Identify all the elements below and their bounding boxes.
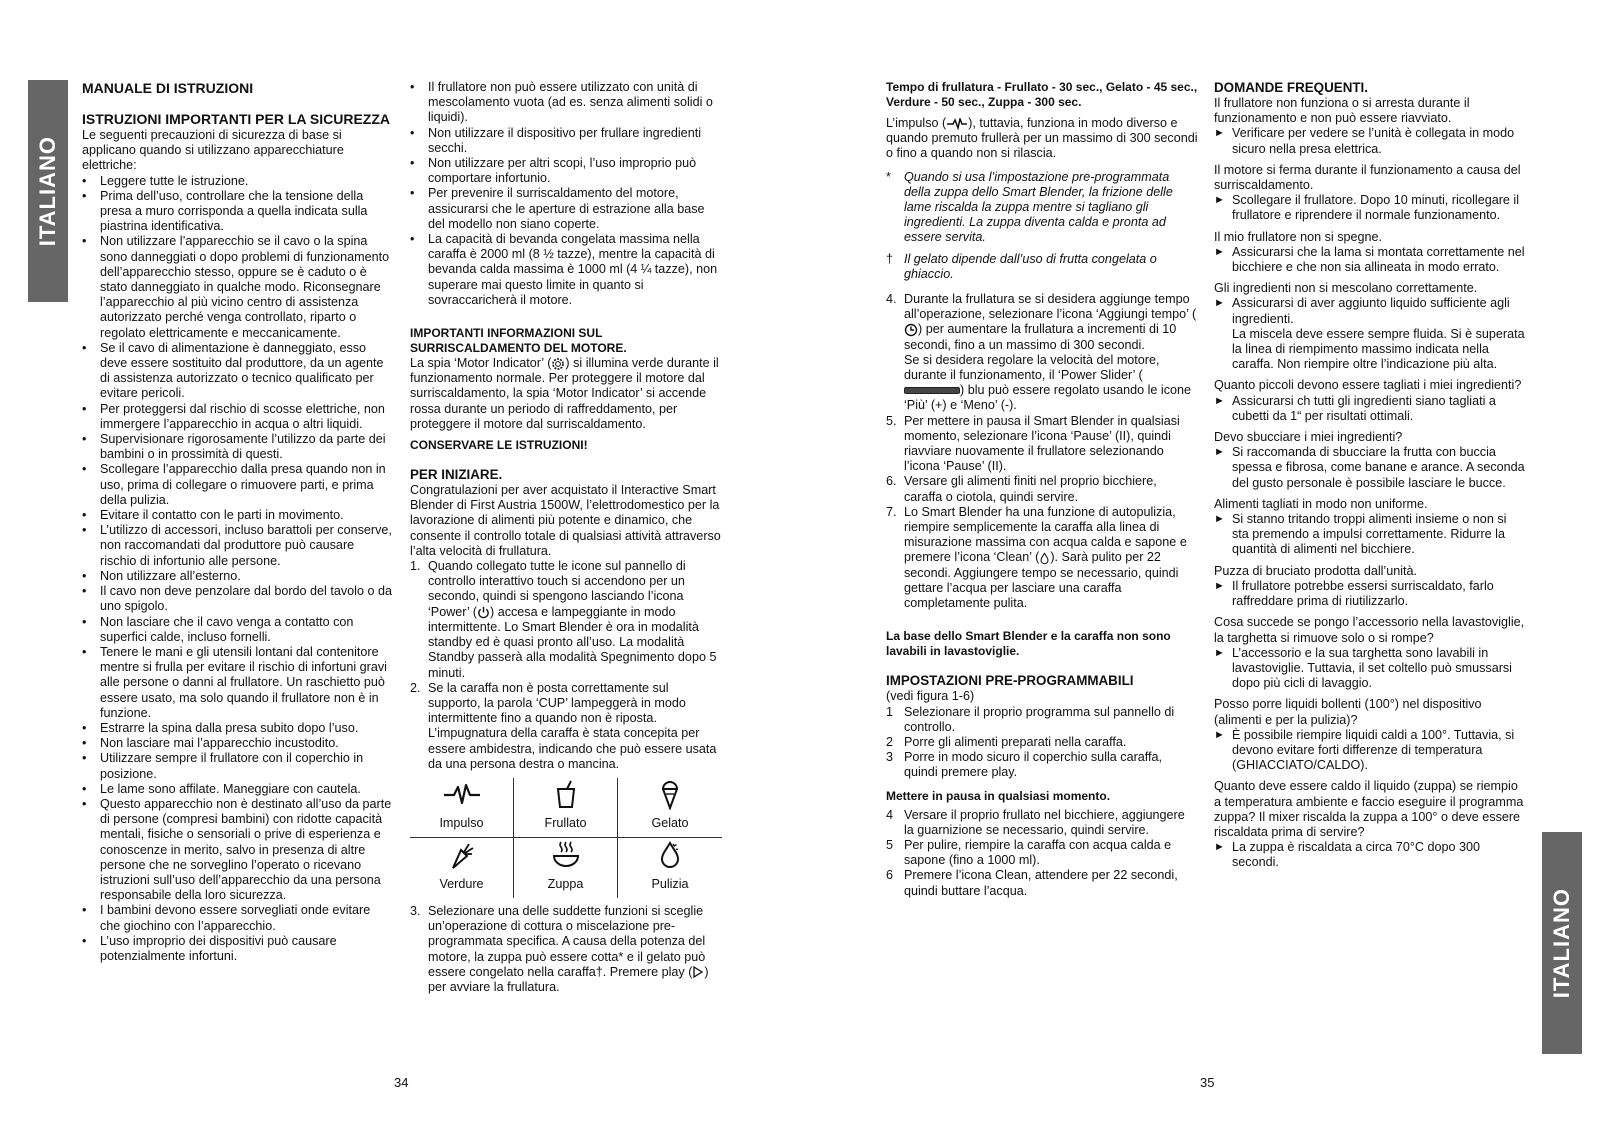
faq-answer-text: Verificare per vedere se l’unità è collegata in modo sicuro nella presa elettrica.	[1232, 126, 1515, 156]
column-safety	[82, 80, 394, 964]
list-item: • Il frullatore non può essere utilizzato con unità di mescolamento vuota (ad es. senza alimenti solidi o liquidi).	[410, 80, 722, 126]
icecream-note: † Il gelato dipende dall’uso di frutta congelata o ghiaccio.	[886, 251, 1157, 281]
faq-item	[1214, 779, 1526, 870]
faq-answer	[1214, 296, 1526, 326]
faq-item	[1214, 378, 1526, 424]
list-item: • Estrarre la spina dalla presa subito dopo l’uso.	[82, 721, 394, 736]
list-item: 4. Durante la frullatura se si desidera aggiunge tempo all’operazione, selezionare l’icona ‘Aggiungi tempo’ () per aumentare la frullatura a incrementi di 10 secondi, fino a un massimo di 300 secondi. Se si desidera regolare la velocità del motore, durante il funzionamento, il ‘Power Slider’ () blu può essere regolato usando le icone ‘Più’ (+) e ‘Meno’ (-).	[886, 292, 1197, 413]
list-item: • Supervisionare rigorosamente l’utilizzo da parte dei bambini o in prossimità di questi.	[82, 432, 394, 462]
list-item: 7. Lo Smart Blender ha una funzione di autopulizia, riempire semplicemente la caraffa alla linea di misurazione massima con acqua calda e sapone e premere l’icona ‘Clean’ ( ). Sarà pulito per 22 secondi. Aggiungere tempo se necessario, quindi gettare l’acqua per lasciare una caraffa completamente pulita.	[886, 504, 1187, 611]
arrow-icon: ►	[1214, 728, 1225, 741]
list-item: • Se il cavo di alimentazione è danneggiato, esso deve essere sostituito dal produttore, da un agente di assistenza autorizzato o tecnico qualificato per evitare pericoli.	[82, 341, 394, 402]
pulse-text: L’impulso ( ), tuttavia, funziona in modo diverso e quando premuto frullerà per un massimo di 300 secondi o fino a quando non si rilascia.	[886, 116, 1198, 161]
list-item	[886, 868, 1198, 898]
preset-subtitle: (vedi figura 1-6)	[886, 689, 975, 704]
faq-answer-text: Il frullatore potrebbe essersi surriscaldato, farlo raffreddare prima di riutilizzarlo.	[1232, 578, 1494, 609]
faq-question: Il mio frullatore non si spegne.	[1214, 229, 1383, 244]
faq-answer-text: Si stanno tritando troppi alimenti insieme o non si sta premendo a impulsi correttamente. Ridurre la quantità di alimenti nel bicchiere.	[1232, 512, 1507, 557]
motor-text: La spia ‘Motor Indicator’ ( ) si illumina verde durante il funzionamento normale. Per proteggere il motore dal surriscaldamento, la spia ‘Motor Indicator’ si accende rossa durante un periodo di raffreddamento, per proteggere il motore dal surriscaldamento.	[410, 356, 719, 431]
list-item: • Le lame sono affilate. Maneggiare con cautela.	[82, 782, 394, 797]
safety-heading: ISTRUZIONI IMPORTANTI PER LA SICUREZZA	[82, 111, 390, 127]
page-number-left: 34	[394, 1075, 409, 1090]
power-slider-icon	[904, 387, 960, 394]
list-item	[886, 705, 1198, 735]
list-item: • Questo apparecchio non è destinato all’uso da parte di persone (compresi bambini) con ridotte capacità mentali, fisiche o sensoriali o prive di esperienza e conoscenze in merito, salvo in presenza di altre persone che ne sorveglino l’operato o ricevano istruzioni sull’uso dell’apparecchio da una persona responsabile della loro sicurezza.	[82, 797, 394, 903]
clean-drop-icon	[1039, 552, 1050, 565]
faq-answer	[1214, 394, 1526, 424]
faq-answer-text: Si raccomanda di sbucciare la frutta con buccia spessa e fibrosa, come banane e arance. A seconda del gusto personale è possibile lasciare le bucce.	[1232, 445, 1525, 490]
faq-question: Quanto piccoli devono essere tagliati i miei ingredienti?	[1214, 378, 1522, 393]
safety-list-continued	[410, 80, 722, 308]
arrow-icon: ►	[1214, 513, 1225, 526]
faq-answer-text: È possibile riempire liquidi caldi a 100°. Tuttavia, si devono evitare forti differenze di temperatura (GHIACCIATO/CALDO).	[1232, 727, 1515, 773]
faq-item	[1214, 564, 1526, 610]
faq-answer	[1214, 646, 1526, 692]
faq-question: Alimenti tagliati in modo non uniforme.	[1214, 496, 1428, 511]
list-item: • Tenere le mani e gli utensili lontani dal contenitore mentre si frulla per evitare il rischio di infortuni gravi alle persone o danni al frullatore. Un raschietto può essere usato, ma solo quando il frullatore non è in funzione.	[82, 645, 394, 721]
list-item: 5. Per mettere in pausa il Smart Blender in qualsiasi momento, selezionare l’icona ‘Pause’ (II), quindi riavviare nuovamente il frullatore selezionando l’icona ‘Pause’ (II).	[886, 413, 1180, 474]
language-tab-label: ITALIANO	[1549, 887, 1574, 999]
arrow-icon: ►	[1214, 446, 1225, 459]
faq-answer-text: Assicurarsi ch tutti gli ingredienti siano tagliati a cubetti da 1“ per risultati ottimali.	[1232, 393, 1496, 423]
pulse-icon	[946, 118, 968, 130]
list-item: • I bambini devono essere sorvegliati onde evitare che giochino con l’apparecchio.	[82, 903, 394, 933]
play-icon	[692, 966, 704, 978]
faq-question: Cosa succede se pongo l’accessorio nella lavastoviglie, la targhetta si rimuove solo o si rompe?	[1214, 615, 1525, 645]
language-tab-left	[28, 80, 68, 302]
list-item: • Non lasciare mai l’apparecchio incustodito.	[82, 736, 394, 751]
faq-answer	[1214, 193, 1526, 223]
safety-intro: Le seguenti precauzioni di sicurezza di base si applicano quando si utilizzano apparecchiature elettriche:	[82, 128, 344, 173]
faq-answer	[1214, 245, 1526, 275]
function-smoothie: Frullato	[514, 778, 618, 838]
preset-heading: IMPOSTAZIONI PRE-PROGRAMMABILI	[886, 673, 1134, 689]
step-number: 6	[886, 868, 894, 883]
faq-item	[1214, 281, 1526, 372]
language-tab-label: ITALIANO	[35, 135, 60, 247]
smoothie-cup-icon	[554, 779, 578, 809]
pulse-icon	[442, 781, 482, 807]
list-item: 6. Versare gli alimenti finiti nel proprio bicchiere, caraffa o ciotola, quindi servire.	[886, 474, 1157, 504]
function-pulse: Impulso	[410, 778, 514, 838]
list-item: • Il cavo non deve penzolare dal bordo del tavolo o da uno spigolo.	[82, 584, 394, 614]
faq-question: Posso porre liquidi bollenti (100°) nel dispositivo (alimenti e per la pulizia)?	[1214, 697, 1482, 727]
column-getting-started	[410, 80, 722, 995]
faq-list	[1214, 96, 1526, 871]
list-item: • Non utilizzare per altri scopi, l’uso improprio può comportare infortunio.	[410, 156, 722, 186]
list-item: • Utilizzare sempre il frullatore con il coperchio in posizione.	[82, 751, 394, 781]
column-faq	[1214, 80, 1526, 871]
arrow-icon: ►	[1214, 245, 1225, 258]
arrow-icon: ►	[1214, 297, 1225, 310]
function-soup: Zuppa	[514, 838, 618, 898]
safety-list	[82, 174, 394, 965]
step-number: 5	[886, 837, 894, 852]
list-item: • L’uso improprio dei dispositivi può causare potenzialmente infortuni.	[82, 934, 394, 964]
step-text: Premere l’icona Clean, attendere per 22 secondi, quindi buttare l’acqua.	[904, 868, 1178, 898]
pause-steps	[886, 808, 1198, 899]
function-icecream: Gelato	[618, 778, 722, 838]
faq-answer-text: La zuppa è riscaldata a circa 70°C dopo 300 secondi.	[1232, 840, 1480, 870]
clean-drop-icon	[659, 840, 681, 870]
gear-icon	[551, 357, 565, 371]
list-item: • La capacità di bevanda congelata massima nella caraffa è 2000 ml (8 ½ tazze), mentre la capacità di bevanda calda massima è 1000 ml (4 ¼ tazze), non superare mai questo limite in quanto si sovraccaricherà il motore.	[410, 232, 722, 308]
faq-item	[1214, 497, 1526, 558]
faq-answer-text: Assicurarsi che la lama si montata correttamente nel bicchiere e che non sia allineata in modo errato.	[1232, 244, 1525, 275]
faq-answer	[1214, 840, 1526, 870]
faq-item	[1214, 96, 1526, 157]
function-icon-grid	[410, 778, 722, 898]
step-text: Per pulire, riempire la caraffa con acqua calda e sapone (fino a 1000 ml).	[904, 837, 1172, 868]
list-item: • Non lasciare che il cavo venga a contatto con superfici calde, incluso fornelli.	[82, 615, 394, 645]
list-item: • Scollegare l’apparecchio dalla presa quando non in uso, prima di collegare o rimuovere parti, e prima della pulizia.	[82, 462, 394, 508]
list-item	[886, 750, 1198, 780]
page-number-right: 35	[1200, 1075, 1215, 1090]
start-steps-continued	[410, 904, 722, 995]
arrow-icon: ►	[1214, 394, 1225, 407]
faq-question: Il frullatore non funziona o si arresta durante il funzionamento e non può essere riavviato.	[1214, 96, 1470, 126]
faq-answer-text: Assicurarsi di aver aggiunto liquido sufficiente agli ingredienti.	[1232, 296, 1510, 326]
list-item: • Non utilizzare l’apparecchio se il cavo o la spina sono danneggiati o dopo problemi di funzionamento dell’apparecchio stesso, oppure se è caduto o è stato danneggiato in qualche modo. Riconsegnare l’apparecchio al più vicino centro di assistenza autorizzato perché venga controllato, riparto o regolato elettricamente e meccanicamente.	[82, 234, 394, 340]
power-icon	[477, 606, 490, 619]
arrow-icon: ►	[1214, 841, 1225, 854]
faq-answer-extra: La miscela deve essere sempre fluida. Si è superata la linea di riempimento massimo indicata nella caraffa. Non riempire oltre l’indicazione più alta.	[1232, 326, 1525, 372]
list-item: • Leggere tutte le istruzione.	[82, 174, 394, 189]
list-item	[886, 838, 1198, 868]
faq-question: Puzza di bruciato prodotta dall’unità.	[1214, 563, 1418, 578]
start-heading: PER INIZIARE.	[410, 467, 503, 483]
function-vegetables: Verdure	[410, 838, 514, 898]
manual-title: MANUALE DI ISTRUZIONI	[82, 80, 254, 96]
faq-question: Il motore si ferma durante il funzionamento a causa del surriscaldamento.	[1214, 162, 1521, 193]
list-item: 2. Se la caraffa non è posta correttamente sul supporto, la parola ‘CUP’ lampeggerà in modo intermittente fino a quando non è riposta. L’impugnatura della caraffa è stata concepita per essere ambidestra, indicando che può essere usata da una persona destra o mancina.	[410, 680, 717, 771]
arrow-icon: ►	[1214, 579, 1225, 592]
list-item	[886, 808, 1198, 838]
keep-instructions: CONSERVARE LE ISTRUZIONI!	[410, 438, 588, 453]
faq-answer-text: L’accessorio e la sua targhetta sono lavabili in lavastoviglie. Tuttavia, il set coltello può smussarsi dopo più cicli di lavaggio.	[1232, 645, 1512, 691]
list-item: • Per prevenire il surriscaldamento del motore, assicurarsi che le aperture di estrazione alla base del modello non siano coperte.	[410, 186, 722, 232]
carrot-icon	[449, 840, 475, 870]
faq-answer	[1214, 512, 1526, 558]
arrow-icon: ►	[1214, 194, 1225, 207]
ice-cream-icon	[660, 778, 680, 810]
list-item: • Per proteggersi dal rischio di scosse elettriche, non immergere l’apparecchio in acqua o altri liquidi.	[82, 402, 394, 432]
step-text: Selezionare il proprio programma sul pannello di controllo.	[904, 704, 1175, 734]
faq-heading: DOMANDE FREQUENTI.	[1214, 80, 1368, 95]
faq-answer-text: Scollegare il frullatore. Dopo 10 minuti, ricollegare il frullatore e riprendere il normale funzionamento.	[1232, 193, 1519, 223]
list-item	[886, 735, 1198, 750]
step-number: 2	[886, 734, 894, 749]
faq-item	[1214, 697, 1526, 773]
faq-item	[1214, 163, 1526, 224]
blending-times: Tempo di frullatura - Frullato - 30 sec., Gelato - 45 sec., Verdure - 50 sec., Zuppa - 300 sec.	[886, 80, 1198, 109]
arrow-icon: ►	[1214, 646, 1225, 659]
preset-steps	[886, 705, 1198, 781]
soup-bowl-icon	[551, 840, 581, 870]
step-number: 4	[886, 807, 894, 822]
faq-question: Devo sbucciare i miei ingredienti?	[1214, 430, 1403, 445]
list-item: • L’utilizzo di accessori, incluso barattoli per conserve, non raccomandati dal produttore può causare rischio di infortunio alle persone.	[82, 523, 394, 569]
step-number: 3	[886, 750, 894, 765]
faq-answer	[1214, 126, 1526, 156]
faq-answer	[1214, 579, 1526, 609]
start-steps	[410, 559, 722, 772]
list-item: 1. Quando collegato tutte le icone sul pannello di controllo interattivo touch si accendono per un secondo, quindi si spengono lasciando l’icona ‘Power’ ( ) accesa e lampeggiante in modo intermittente. Lo Smart Blender è ora in modalità standby ed è quasi pronto all’uso. La modalità Standby passerà alla modalità Spegnimento dopo 5 minuti.	[410, 559, 717, 680]
faq-question: Quanto deve essere caldo il liquido (zuppa) se riempio a temperatura ambiente e faccio eseguire il programma zuppa? Il mixer riscalda la zuppa a 100° o deve essere riscaldata prima di servire?	[1214, 779, 1524, 839]
faq-answer	[1214, 445, 1526, 491]
language-tab-right	[1542, 832, 1582, 1054]
list-item: 3. Selezionare una delle suddette funzioni si sceglie un’operazione di cottura o miscelazione pre-programmata specifica. A causa della potenza del motore, la zuppa può essere cotta* e il gelato può essere congelato nella caraffa†. Premere play ( ) per avviare la frullatura.	[410, 903, 709, 994]
pause-heading: Mettere in pausa in qualsiasi momento.	[886, 788, 1111, 803]
step-text: Versare il proprio frullato nel bicchiere, aggiungere la guarnizione se necessario, quindi servire.	[904, 807, 1185, 837]
faq-item	[1214, 430, 1526, 491]
arrow-icon: ►	[1214, 127, 1225, 140]
list-item: • Evitare il contatto con le parti in movimento.	[82, 508, 394, 523]
faq-item	[1214, 230, 1526, 276]
step-text: Porre gli alimenti preparati nella caraffa.	[904, 734, 1127, 749]
column-presets	[886, 80, 1198, 899]
faq-answer	[1214, 728, 1526, 774]
list-item: • Prima dell’uso, controllare che la tensione della presa a muro corrisponda a quella indicata sulla piastrina identificativa.	[82, 189, 394, 235]
add-time-icon	[904, 323, 918, 337]
soup-note: * Quando si usa l’impostazione pre-programmata della zuppa dello Smart Blender, la frizione delle lame riscalda la zuppa mentre si tagliano gli ingredienti. La zuppa diventa calda e pronta ad essere servita.	[886, 169, 1173, 245]
faq-item	[1214, 615, 1526, 691]
step-number: 1	[886, 704, 894, 719]
list-item: • Non utilizzare il dispositivo per frullare ingredienti secchi.	[410, 126, 722, 156]
faq-question: Gli ingredienti non si mescolano correttamente.	[1214, 281, 1478, 296]
operation-steps	[886, 292, 1198, 611]
step-text: Porre in modo sicuro il coperchio sulla caraffa, quindi premere play.	[904, 750, 1163, 780]
motor-heading: IMPORTANTI INFORMAZIONI SUL SURRISCALDAMENTO DEL MOTORE.	[410, 326, 627, 356]
function-clean: Pulizia	[618, 838, 722, 898]
dishwasher-warning: La base dello Smart Blender e la caraffa non sono lavabili in lavastoviglie.	[886, 629, 1171, 659]
list-item: • Non utilizzare all’esterno.	[82, 569, 394, 584]
start-intro: Congratulazioni per aver acquistato il Interactive Smart Blender di First Austria 1500W, l’elettrodomestico per la lavorazione di alimenti più potente e dinamico, che consente il controllo totale di qualsiasi attività attraverso l’alta velocità di frullatura.	[410, 483, 721, 558]
